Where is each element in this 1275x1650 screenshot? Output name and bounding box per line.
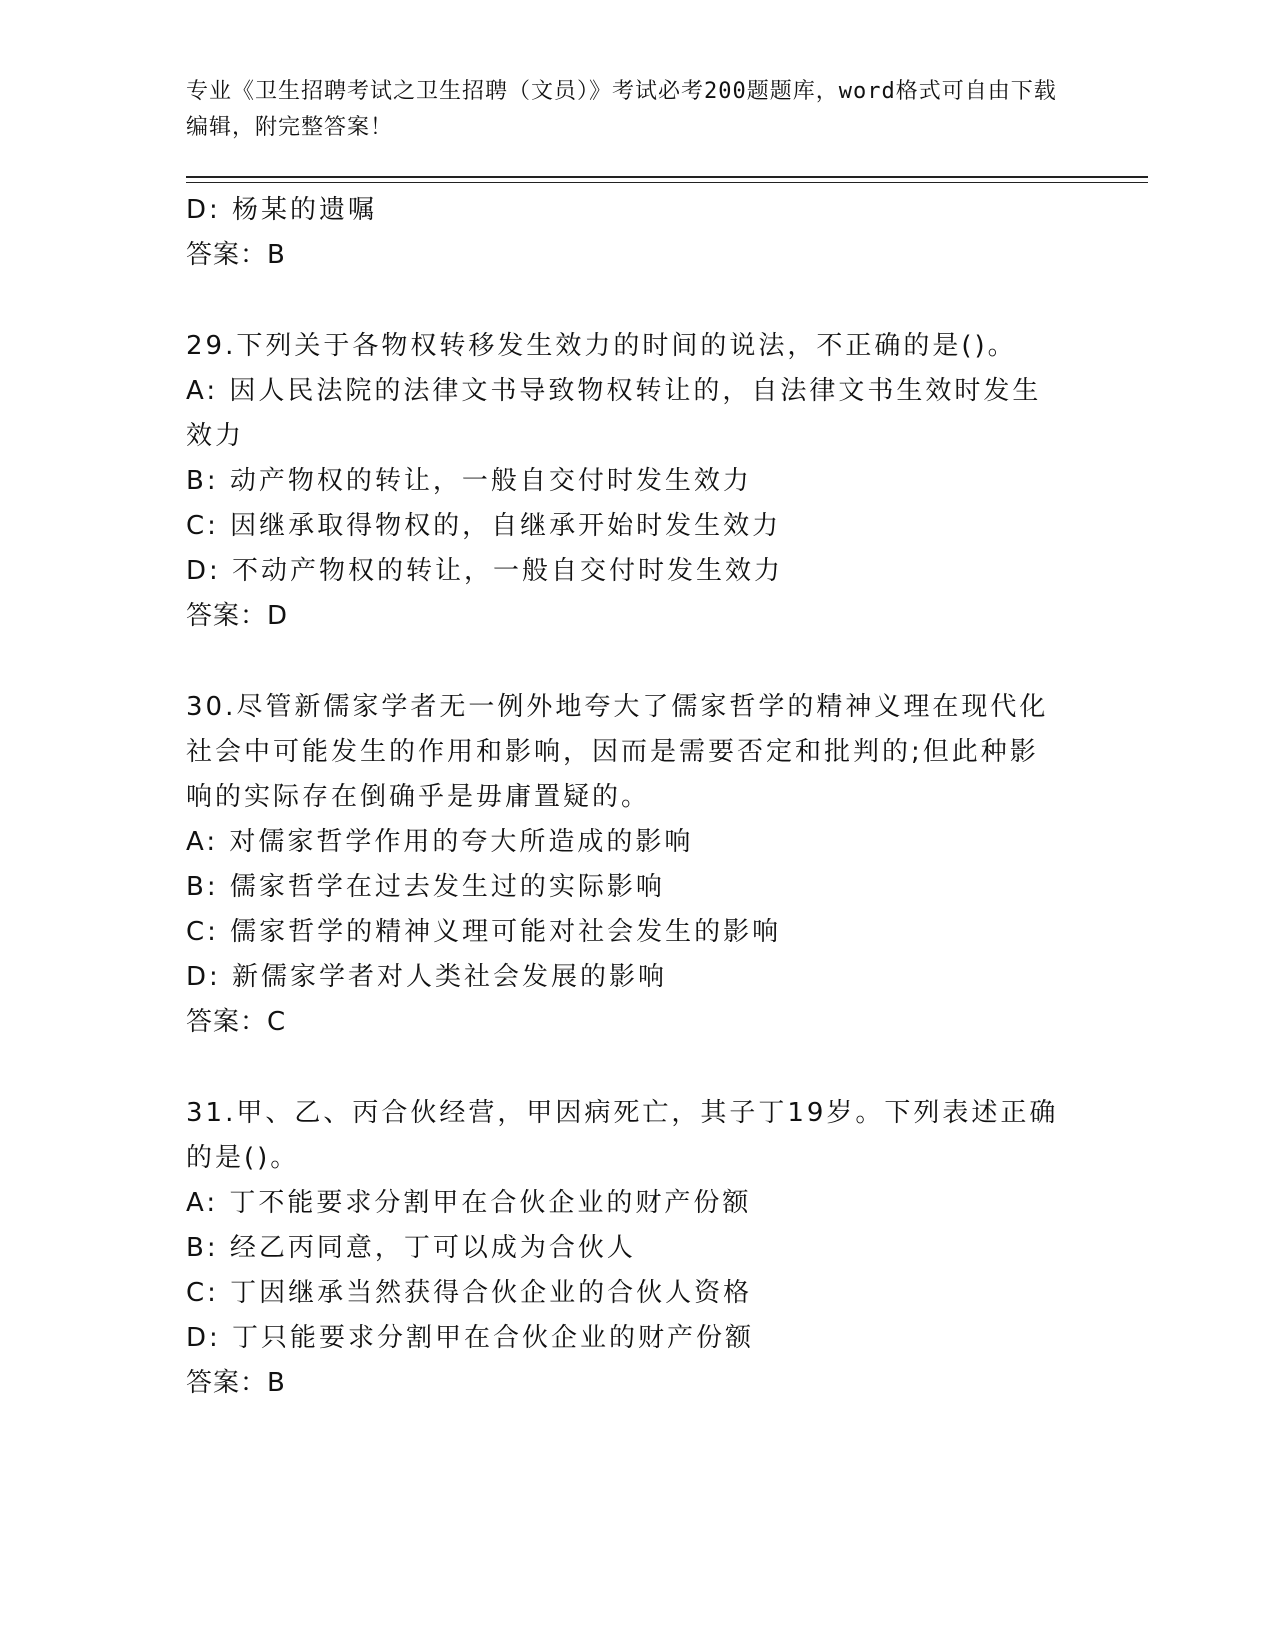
header-rule-thin bbox=[186, 182, 1148, 183]
option-a: A: 丁不能要求分割甲在合伙企业的财产份额 bbox=[186, 1188, 752, 1218]
option-d: D: 丁只能要求分割甲在合伙企业的财产份额 bbox=[186, 1323, 755, 1353]
option-a: A: 因人民法院的法律文书导致物权转让的，自法律文书生效时发生效力 bbox=[186, 376, 1042, 451]
option-c: C: 儒家哲学的精神义理可能对社会发生的影响 bbox=[186, 917, 782, 947]
question-stem: 29.下列关于各物权转移发生效力的时间的说法，不正确的是()。 bbox=[186, 331, 1017, 361]
question-stem: 31.甲、乙、丙合伙经营，甲因病死亡，其子丁19岁。下列表述正确的是()。 bbox=[186, 1098, 1059, 1173]
question-29 bbox=[186, 324, 1066, 639]
answer: 答案：B bbox=[186, 240, 286, 270]
previous-question-tail bbox=[186, 188, 1066, 278]
option-b: B: 动产物权的转让，一般自交付时发生效力 bbox=[186, 466, 752, 496]
option-c: C: 丁因继承当然获得合伙企业的合伙人资格 bbox=[186, 1278, 753, 1308]
question-31 bbox=[186, 1091, 1066, 1406]
option-a: A: 对儒家哲学作用的夸大所造成的影响 bbox=[186, 827, 694, 857]
option-b: B: 经乙丙同意，丁可以成为合伙人 bbox=[186, 1233, 636, 1263]
question-stem: 30.尽管新儒家学者无一例外地夸大了儒家哲学的精神义理在现代化社会中可能发生的作用和影响，因而是需要否定和批判的;但此种影响的实际存在倒确乎是毋庸置疑的。 bbox=[186, 692, 1049, 812]
option-c: C: 因继承取得物权的，自继承开始时发生效力 bbox=[186, 511, 782, 541]
document-header: 专业《卫生招聘考试之卫生招聘（文员）》考试必考200题题库，word格式可自由下载编辑，附完整答案！ bbox=[186, 79, 1057, 140]
option-b: B: 儒家哲学在过去发生过的实际影响 bbox=[186, 872, 665, 902]
answer: 答案：D bbox=[186, 601, 289, 631]
answer: 答案：B bbox=[186, 1368, 286, 1398]
answer: 答案：C bbox=[186, 1007, 287, 1037]
document-body bbox=[186, 188, 1066, 1406]
header-rule-thick bbox=[186, 176, 1148, 178]
option-d: D: 杨某的遗嘱 bbox=[186, 195, 378, 225]
question-30 bbox=[186, 685, 1066, 1045]
option-d: D: 不动产物权的转让，一般自交付时发生效力 bbox=[186, 556, 784, 586]
option-d: D: 新儒家学者对人类社会发展的影响 bbox=[186, 962, 668, 992]
